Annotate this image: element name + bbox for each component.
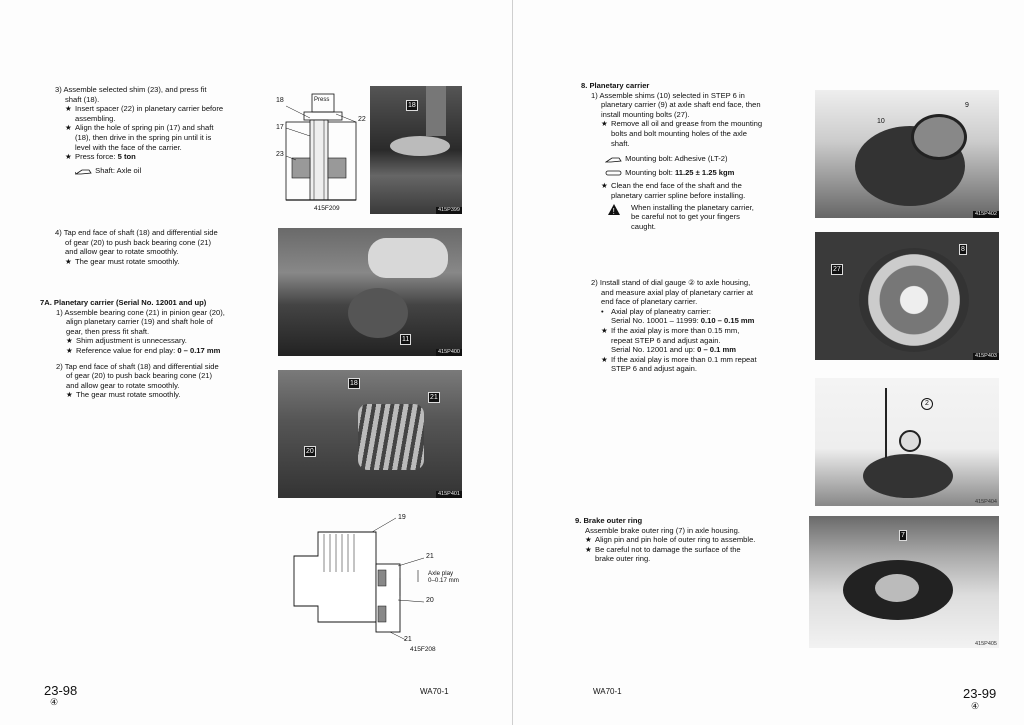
photo-415p405: 7 415P405 (809, 516, 999, 648)
shaft-press-diagram (274, 88, 370, 214)
figure-415f209: 18 17 23 22 Press 415F209 (274, 88, 370, 214)
torque-wrench-icon (605, 169, 623, 177)
svg-text:!: ! (612, 206, 615, 216)
oil-can-icon (75, 167, 93, 175)
revision-mark-right: ④ (971, 701, 980, 711)
step4-text: 4) Tap end face of shaft (18) and differential side of gear (20) to push back bearing cone (21) and allow gear to rotate smoothly. ★ The gear must rotate smoothly. (55, 228, 218, 266)
right-page (512, 0, 1024, 725)
warning-icon (607, 203, 621, 216)
photo-415p399: 18 415P399 (370, 86, 462, 214)
step8-text: 8. Planetary carrier 1) Assemble shims (10) selected in STEP 6 in planetary carrier (9) at axle shaft end face, then install mounting bolts (27). ★ Remove all oil and grease from the mounting bolts and bolt mounting holes of the axle shaft. Mounting bolt: Adhesive (LT-2) Mounting bolt: 11.25 ± 1.25 kgm ★ Clean the end face of the shaft and the planetary carrier spline before installing. ! When installing the planetary carrier, be careful not to get your fingers caught. (581, 81, 781, 231)
axle-play-diagram (290, 512, 480, 658)
photo-415p403: 8 27 415P403 (815, 232, 999, 360)
step8-heading: 8. Planetary carrier (581, 81, 650, 90)
photo-415p404: 2 415P404 (815, 378, 999, 506)
model-name-left: WA70-1 (420, 687, 449, 696)
step3-title: 3) Assemble selected shim (23), and press fit (55, 85, 207, 94)
step9-text: 9. Brake outer ring Assemble brake outer ring (7) in axle housing. ★ Align pin and pin hole of outer ring to assemble. ★ Be careful not to damage the surface of the brake outer ring. (575, 516, 785, 564)
page-number-right: 23-99 (963, 686, 997, 701)
step9-heading: 9. Brake outer ring (575, 516, 643, 525)
adhesive-icon (605, 155, 623, 163)
photo-415p401: 18 21 20 415P401 (278, 370, 462, 498)
step8-2-text: 2) Install stand of dial gauge ② to axle housing, and measure axial play of planetary carrier at end face of planetary carrier. • Axial play of planeatry carrier: Serial No. 10001 – 11999: 0.10 – 0.15 mm ★ If the axial play is more than 0.15 mm, repeat STEP 6 and adjust again. Serial No. 12001 and up: 0 – 0.1 mm ★ If the axial play is more than 0.1 mm repeat STEP 6 and adjust again. (591, 278, 757, 374)
revision-mark-left: ④ (50, 697, 59, 707)
model-name-right: WA70-1 (593, 687, 622, 696)
figure-415f208: 19 21 20 21 Axle play 0–0.17 mm 415F208 (290, 512, 480, 658)
photo-415p402: 10 9 415P402 (815, 90, 999, 218)
page-number-left: 23-98 (44, 683, 78, 698)
step7a-heading: 7A. Planetary carrier (Serial No. 12001 and up) (40, 298, 207, 307)
step3-text: 3) Assemble selected shim (23), and press fit shaft (18). ★ Insert spacer (22) in planetary carrier before assembling. ★ Align the hole of spring pin (17) and shaft (18), then drive in the spring pin until it is level with the face of the carrier. ★ Press force: 5 ton Shaft: Axle oil (55, 85, 245, 175)
step7a-text: 7A. Planetary carrier (Serial No. 12001 and up) 1) Assemble bearing cone (21) in pinion gear (20), align planetary carrier (19) and shaft hole of gear, then press fit shaft. ★ Shim adjustment is unnecessary. ★ Reference value for end play: 0 – 0.17 mm 2) Tap end face of shaft (18) and differential side of gear (20) to push back bearing cone (21) and allow gear to rotate smoothly. ★ The gear must rotate smoothly. (40, 298, 250, 400)
photo-415p400: 11 415P400 (278, 228, 462, 356)
